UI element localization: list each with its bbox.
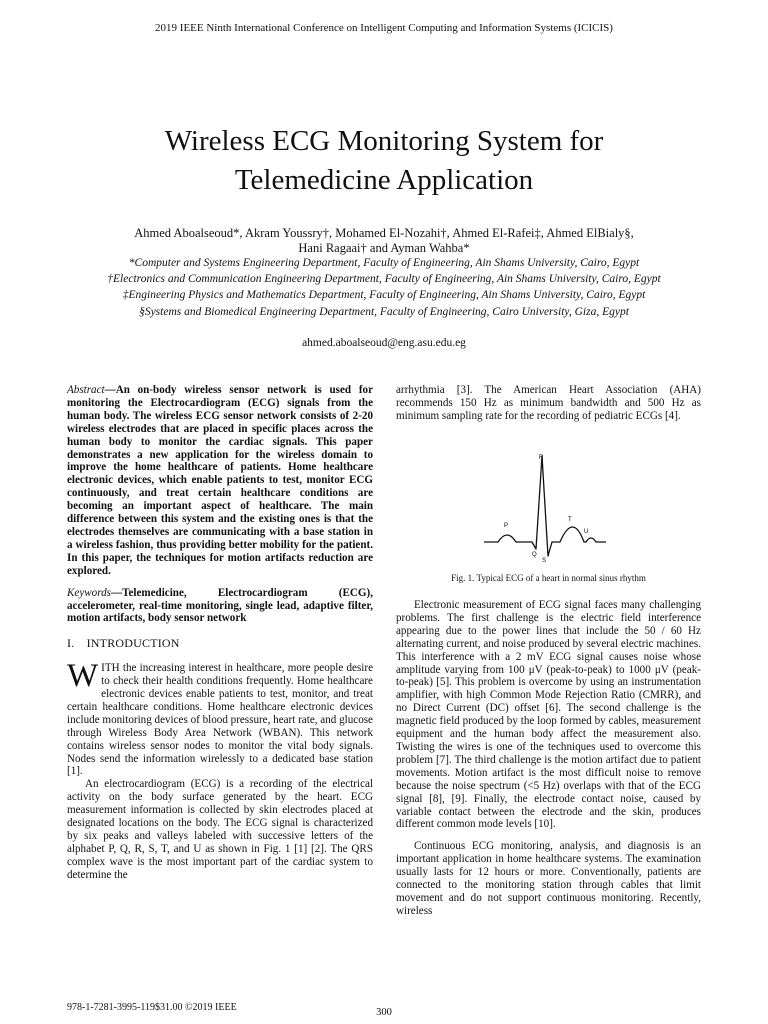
affiliation-4: §Systems and Biomedical Engineering Department, Faculty of Engineering, Cairo University, Giza, Egypt <box>139 306 629 318</box>
paper-title <box>0 122 768 200</box>
wave-label-r: R <box>539 455 544 461</box>
figure-caption: Fig. 1. Typical ECG of a heart in normal sinus rhythm <box>451 573 646 583</box>
dropcap-letter: W <box>67 658 99 695</box>
intro-paragraph-1 <box>67 658 373 778</box>
left-column <box>67 384 373 882</box>
footer-isbn: 978-1-7281-3995-119$31.00 ©2019 IEEE <box>67 1002 237 1013</box>
affiliation-1: *Computer and Systems Engineering Department, Faculty of Engineering, Ain Shams University, Cairo, Egypt <box>128 257 640 269</box>
abstract <box>67 384 373 578</box>
abstract-label: Abstract <box>67 384 105 396</box>
title-line-2: Telemedicine Application <box>234 164 534 196</box>
author-email: ahmed.aboalseoud@eng.asu.edu.eg <box>302 337 466 349</box>
keywords <box>67 587 373 626</box>
wave-label-u: U <box>584 529 589 535</box>
intro-paragraph-1-text: ITH the increasing interest in healthcare, more people desire to check their health conditions frequently. Home healthcare electronic devices enable patients to test, monitor, and treat certain healthcare conditions. Home healthcare electronic devices include monitoring devices of blood pressure, heart rate, and glucose through Wireless Body Area Network (WBAN). This network contains wireless sensor nodes to monitor the vital body signals. Nodes send the information wirelessly to a dedicated base station [1]. <box>67 662 373 778</box>
section-heading-introduction: I. INTRODUCTION <box>67 636 180 651</box>
right-column-top <box>396 384 701 423</box>
ecg-figure <box>480 452 610 564</box>
authors-line-2: Hani Ragaai† and Ayman Wahba* <box>298 241 470 255</box>
affiliation-2: †Electronics and Communication Engineering Department, Faculty of Engineering, Ain Shams University, Cairo, Egypt <box>107 273 661 285</box>
authors-line-1: Ahmed Aboalseoud*, Akram Youssry†, Mohamed El-Nozahi†, Ahmed El-Rafei‡, Ahmed ElBialy§, <box>134 226 634 240</box>
keywords-text: —Telemedicine, Electrocardiogram (ECG), accelerometer, real-time monitoring, single lead, adaptive filter, motion artifacts, body sensor network <box>67 586 373 625</box>
title-line-1: Wireless ECG Monitoring System for <box>164 125 604 157</box>
right-paragraph-2: Electronic measurement of ECG signal faces many challenging problems. The first challenge is the electric field interference appearing due to the power lines that include the 50 / 60 Hz alternating current, and noise produced by several electric machines. This interference with a 2 mV ECG signal causes noise whose amplitude varying from 100 μV (peak-to-peak) to 1000 μV (peak-to-peak) [5]. This problem is overcome by using an instrumentation amplifier, with high Common Mode Rejection Ratio (CMRR), and no Direct Current (DC) offset [6]. The second challenge is the magnetic field produced by the loop formed by cables, measurement equipment and the human body affect the measurement also. Twisting the wires is one of the techniques used to overcome this problem [7]. The third challenge is the motion artifact due to patient movements. Motion artifact is the most difficult noise to remove because the noise spectrum (<5 Hz) overlaps with that of the ECG signal [8], [9]. Finally, the electrode contact noise, caused by variable contact between the electrode and the skin, produces different common mode levels [10]. <box>396 599 701 831</box>
author-list <box>60 226 708 256</box>
conference-header: 2019 IEEE Ninth International Conference on Intelligent Computing and Information Systems (ICICIS) <box>155 22 613 34</box>
page-number: 300 <box>376 1007 392 1018</box>
right-column-main <box>396 599 701 918</box>
wave-label-s: S <box>542 558 547 564</box>
wave-label-q: Q <box>532 552 537 558</box>
wave-label-t: T <box>568 517 572 523</box>
ecg-waveform <box>484 456 606 556</box>
wave-label-p: P <box>504 523 509 529</box>
intro-paragraph-2: An electrocardiogram (ECG) is a recording of the electrical activity on the body surface generated by the heart. ECG measurement information is collected by skin electrodes placed at designated locations on the body. The ECG signal is characterized by six peaks and valleys labeled with successive letters of the alphabet P, Q, R, S, T, and U as shown in Fig. 1 [1] [2]. The QRS complex wave is the most important part of the cardiac system to determine the <box>67 778 373 881</box>
keywords-label: Keywords <box>67 586 111 599</box>
right-paragraph-3: Continuous ECG monitoring, analysis, and diagnosis is an important application in home healthcare systems. The examination usually lasts for 12 hours or more. Conventionally, patients are connected to the monitoring station through cables that limit movement and do not support continuous monitoring. Recently, wireless <box>396 840 701 917</box>
right-paragraph-1: arrhythmia [3]. The American Heart Association (AHA) recommends 150 Hz as minimum bandwidth and 500 Hz as minimum sampling rate for the recording of pediatric ECGs [4]. <box>396 384 701 422</box>
abstract-text: —An on-body wireless sensor network is used for monitoring the Electrocardiogram (ECG) signals from the human body. The wireless ECG sensor network consists of 2-20 wireless electrodes that are placed in specific places across the human body to monitor the cardiac signals. This paper demonstrates a new application for the wireless domain to improve the home healthcare of patients. Home healthcare electronic devices, which enable patients to test, monitor ECG continuously, and treat certain healthcare conditions are becoming an important aspect of healthcare. The main difference between this system and the existing ones is that the electrodes themselves are communicating with a base station in a wireless fashion, thus providing better mobility for the patient. In this paper, the techniques for motion artifacts reduction are explored. <box>67 384 373 577</box>
affiliation-3: ‡Engineering Physics and Mathematics Department, Faculty of Engineering, Ain Shams University, Cairo, Egypt <box>122 289 646 301</box>
